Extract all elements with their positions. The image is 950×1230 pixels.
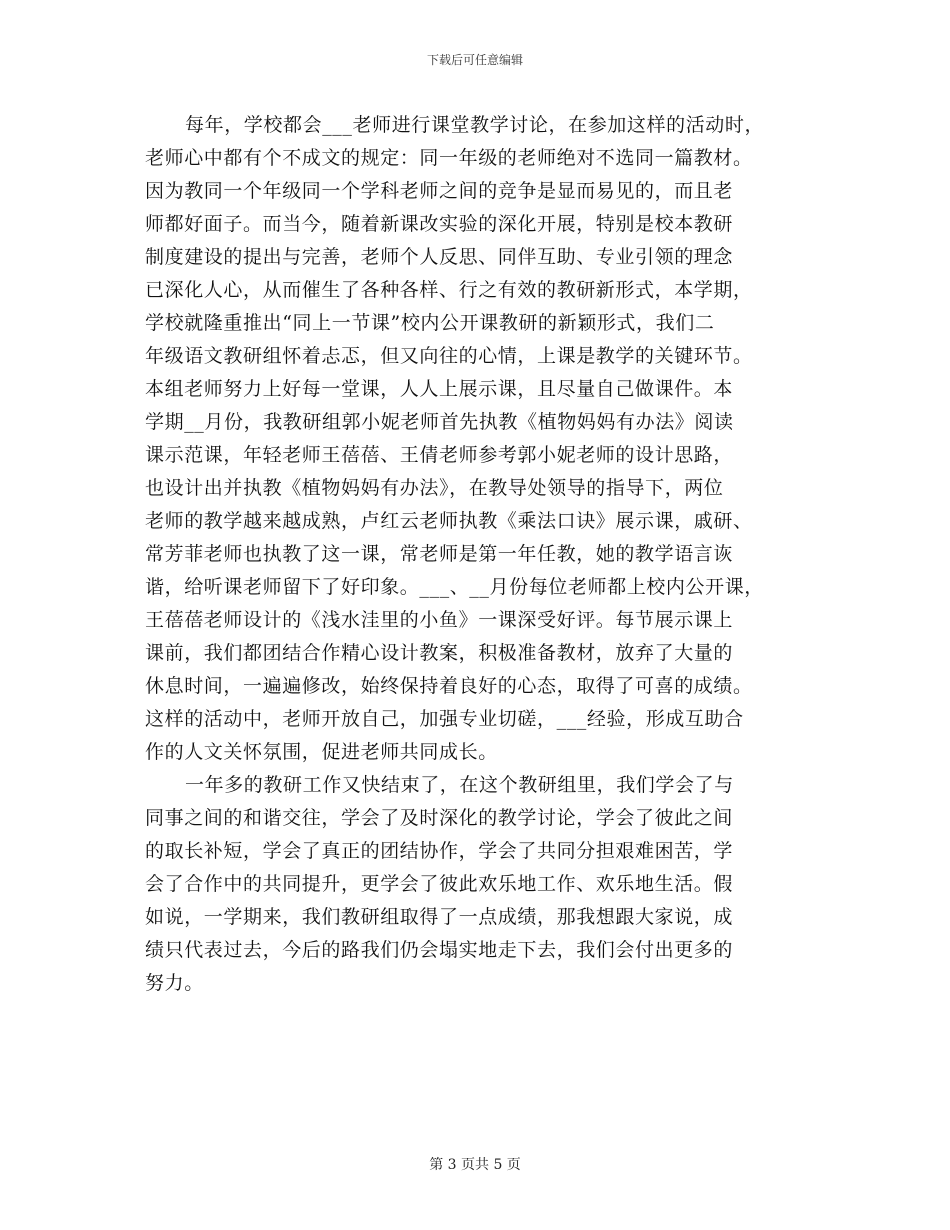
- document-body: [145, 109, 825, 1000]
- paragraph-1-line-3: 因为教同一个年级同一个学科老师之间的竞争是显而易见的，而且老: [145, 180, 734, 202]
- paragraph-1-line-5: 制度建设的提出与完善，老师个人反思、同伴互助、专业引领的理念: [145, 246, 734, 268]
- page-header: 下载后可任意编辑: [426, 53, 523, 67]
- paragraph-1-line-17: 课前，我们都团结合作精心设计教案，积极准备教材，放弃了大量的: [145, 642, 734, 664]
- paragraph-1-line-16: 王蓓蓓老师设计的《浅水洼里的小鱼》一课深受好评。每节展示课上: [145, 609, 734, 631]
- paragraph-2-line-3: 的取长补短，学会了真正的团结协作，学会了共同分担艰难困苦，学: [145, 840, 734, 862]
- paragraph-2-line-2: 同事之间的和谐交往，学会了及时深化的教学讨论，学会了彼此之间: [145, 807, 734, 829]
- paragraph-1-line-9: 本组老师努力上好每一堂课，人人上展示课，且尽量自己做课件。本: [145, 378, 734, 400]
- paragraph-1-line-4: 师都好面子。而当今，随着新课改实验的深化开展，特别是校本教研: [145, 213, 734, 235]
- paragraph-1-line-6: 已深化人心，从而催生了各种各样、行之有效的教研新形式，本学期，: [145, 279, 753, 301]
- paragraph-1-line-18: 休息时间，一遍遍修改，始终保持着良好的心态，取得了可喜的成绩。: [145, 675, 753, 697]
- paragraph-1-line-14: 常芳菲老师也执教了这一课，常老师是第一年任教，她的教学语言诙: [145, 543, 734, 565]
- paragraph-2-line-4: 会了合作中的共同提升，更学会了彼此欢乐地工作、欢乐地生活。假: [145, 873, 734, 895]
- paragraph-1-line-8: 年级语文教研组怀着忐忑，但又向往的心情，上课是教学的关键环节。: [145, 345, 753, 367]
- paragraph-1-line-7: 学校就隆重推出“同上一节课”校内公开课教研的新颖形式，我们二: [145, 312, 715, 334]
- paragraph-1-line-11: 课示范课，年轻老师王蓓蓓、王倩老师参考郭小妮老师的设计思路，: [145, 444, 734, 466]
- paragraph-2-line-5: 如说，一学期来，我们教研组取得了一点成绩，那我想跟大家说，成: [145, 906, 734, 928]
- paragraph-1-line-1: 每年，学校都会___老师进行课堂教学讨论，在参加这样的活动时，: [185, 114, 765, 136]
- paragraph-1-line-2: 老师心中都有个不成文的规定：同一年级的老师绝对不选同一篇教材。: [145, 147, 753, 169]
- paragraph-1-line-12: 也设计出并执教《植物妈妈有办法》，在教导处领导的指导下，两位: [145, 477, 724, 499]
- paragraph-1-line-15: 谐，给听课老师留下了好印象。___、__月份每位老师都上校内公开课，: [145, 576, 764, 598]
- paragraph-2-line-7: 努力。: [145, 972, 204, 994]
- paragraph-2-line-1: 一年多的教研工作又快结束了，在这个教研组里，我们学会了与: [185, 774, 734, 796]
- paragraph-1-line-10: 学期__月份，我教研组郭小妮老师首先执教《植物妈妈有办法》阅读: [145, 411, 734, 433]
- page-footer: 第 3 页共 5 页: [429, 1157, 521, 1173]
- paragraph-2-line-6: 绩只代表过去，今后的路我们仍会塌实地走下去，我们会付出更多的: [145, 939, 734, 961]
- paragraph-1-line-19: 这样的活动中，老师开放自己，加强专业切磋，___经验，形成互助合: [145, 708, 744, 730]
- paragraph-1-line-20: 作的人文关怀氛围，促进老师共同成长。: [145, 741, 498, 763]
- paragraph-1-line-13: 老师的教学越来越成熟，卢红云老师执教《乘法口诀》展示课，戚研、: [145, 510, 753, 532]
